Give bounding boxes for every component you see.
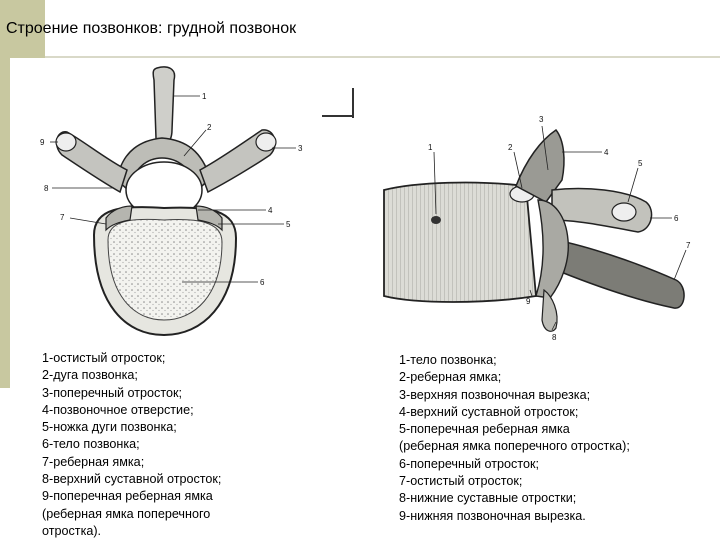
legend-item: отростка). — [42, 523, 102, 538]
legend-item: 8-верхний суставной отросток; — [42, 472, 222, 487]
legend-item: 3-поперечный отросток; — [42, 385, 182, 400]
callout-5: 5 — [286, 220, 291, 229]
legend-item: 3-верхняя позвоночная вырезка; — [399, 387, 591, 402]
callout-3: 3 — [539, 115, 544, 124]
decorative-line — [320, 115, 352, 117]
legend-item: 2-реберная ямка; — [399, 370, 502, 385]
callout-7: 7 — [686, 241, 691, 250]
callout-4: 4 — [268, 206, 273, 215]
callout-6: 6 — [674, 214, 679, 223]
callout-7: 7 — [60, 213, 65, 222]
legend-item: 6-поперечный отросток; — [399, 456, 539, 471]
decorative-vertical-line — [352, 88, 354, 118]
legend-right — [399, 352, 630, 525]
callout-1: 1 — [202, 92, 207, 101]
vertebra-superior-view-figure — [22, 60, 322, 343]
legend-item: 1-остистый отросток; — [42, 351, 166, 365]
callout-5: 5 — [638, 159, 643, 168]
callout-9: 9 — [526, 297, 531, 306]
legend-item: 6-тело позвонка; — [42, 437, 140, 452]
callout-6: 6 — [260, 278, 265, 287]
callout-2: 2 — [207, 123, 212, 132]
legend-item: 8-нижние суставные отростки; — [399, 491, 577, 506]
slide-title: Строение позвонков: грудной позвонок — [6, 20, 297, 37]
callout-2: 2 — [508, 143, 513, 152]
legend-item: 1-тело позвонка; — [399, 353, 497, 367]
legend-item: (реберная ямка поперечного — [42, 506, 211, 521]
callout-4: 4 — [604, 148, 609, 157]
legend-item: 2-дуга позвонка; — [42, 368, 138, 383]
callout-8: 8 — [44, 184, 49, 193]
legend-item: 9-нижняя позвоночная вырезка. — [399, 508, 586, 523]
vertebra-lateral-view-figure — [356, 90, 706, 352]
callout-1: 1 — [428, 143, 433, 152]
legend-item: (реберная ямка поперечного отростка); — [399, 439, 630, 454]
callout-8: 8 — [552, 333, 557, 342]
callout-3: 3 — [298, 144, 303, 153]
legend-item: 4-верхний суставной отросток; — [399, 404, 579, 419]
legend-item: 5-поперечная реберная ямка — [399, 422, 570, 437]
left-accent-rule — [0, 58, 10, 388]
callout-9: 9 — [40, 138, 45, 147]
legend-item: 4-позвоночное отверстие; — [42, 402, 194, 417]
legend-left — [42, 350, 221, 540]
legend-item: 9-поперечная реберная ямка — [42, 489, 213, 504]
legend-item: 7-реберная ямка; — [42, 454, 145, 469]
title-underline — [45, 56, 720, 58]
legend-item: 7-остистый отросток; — [399, 474, 523, 489]
legend-item: 5-ножка дуги позвонка; — [42, 420, 177, 435]
